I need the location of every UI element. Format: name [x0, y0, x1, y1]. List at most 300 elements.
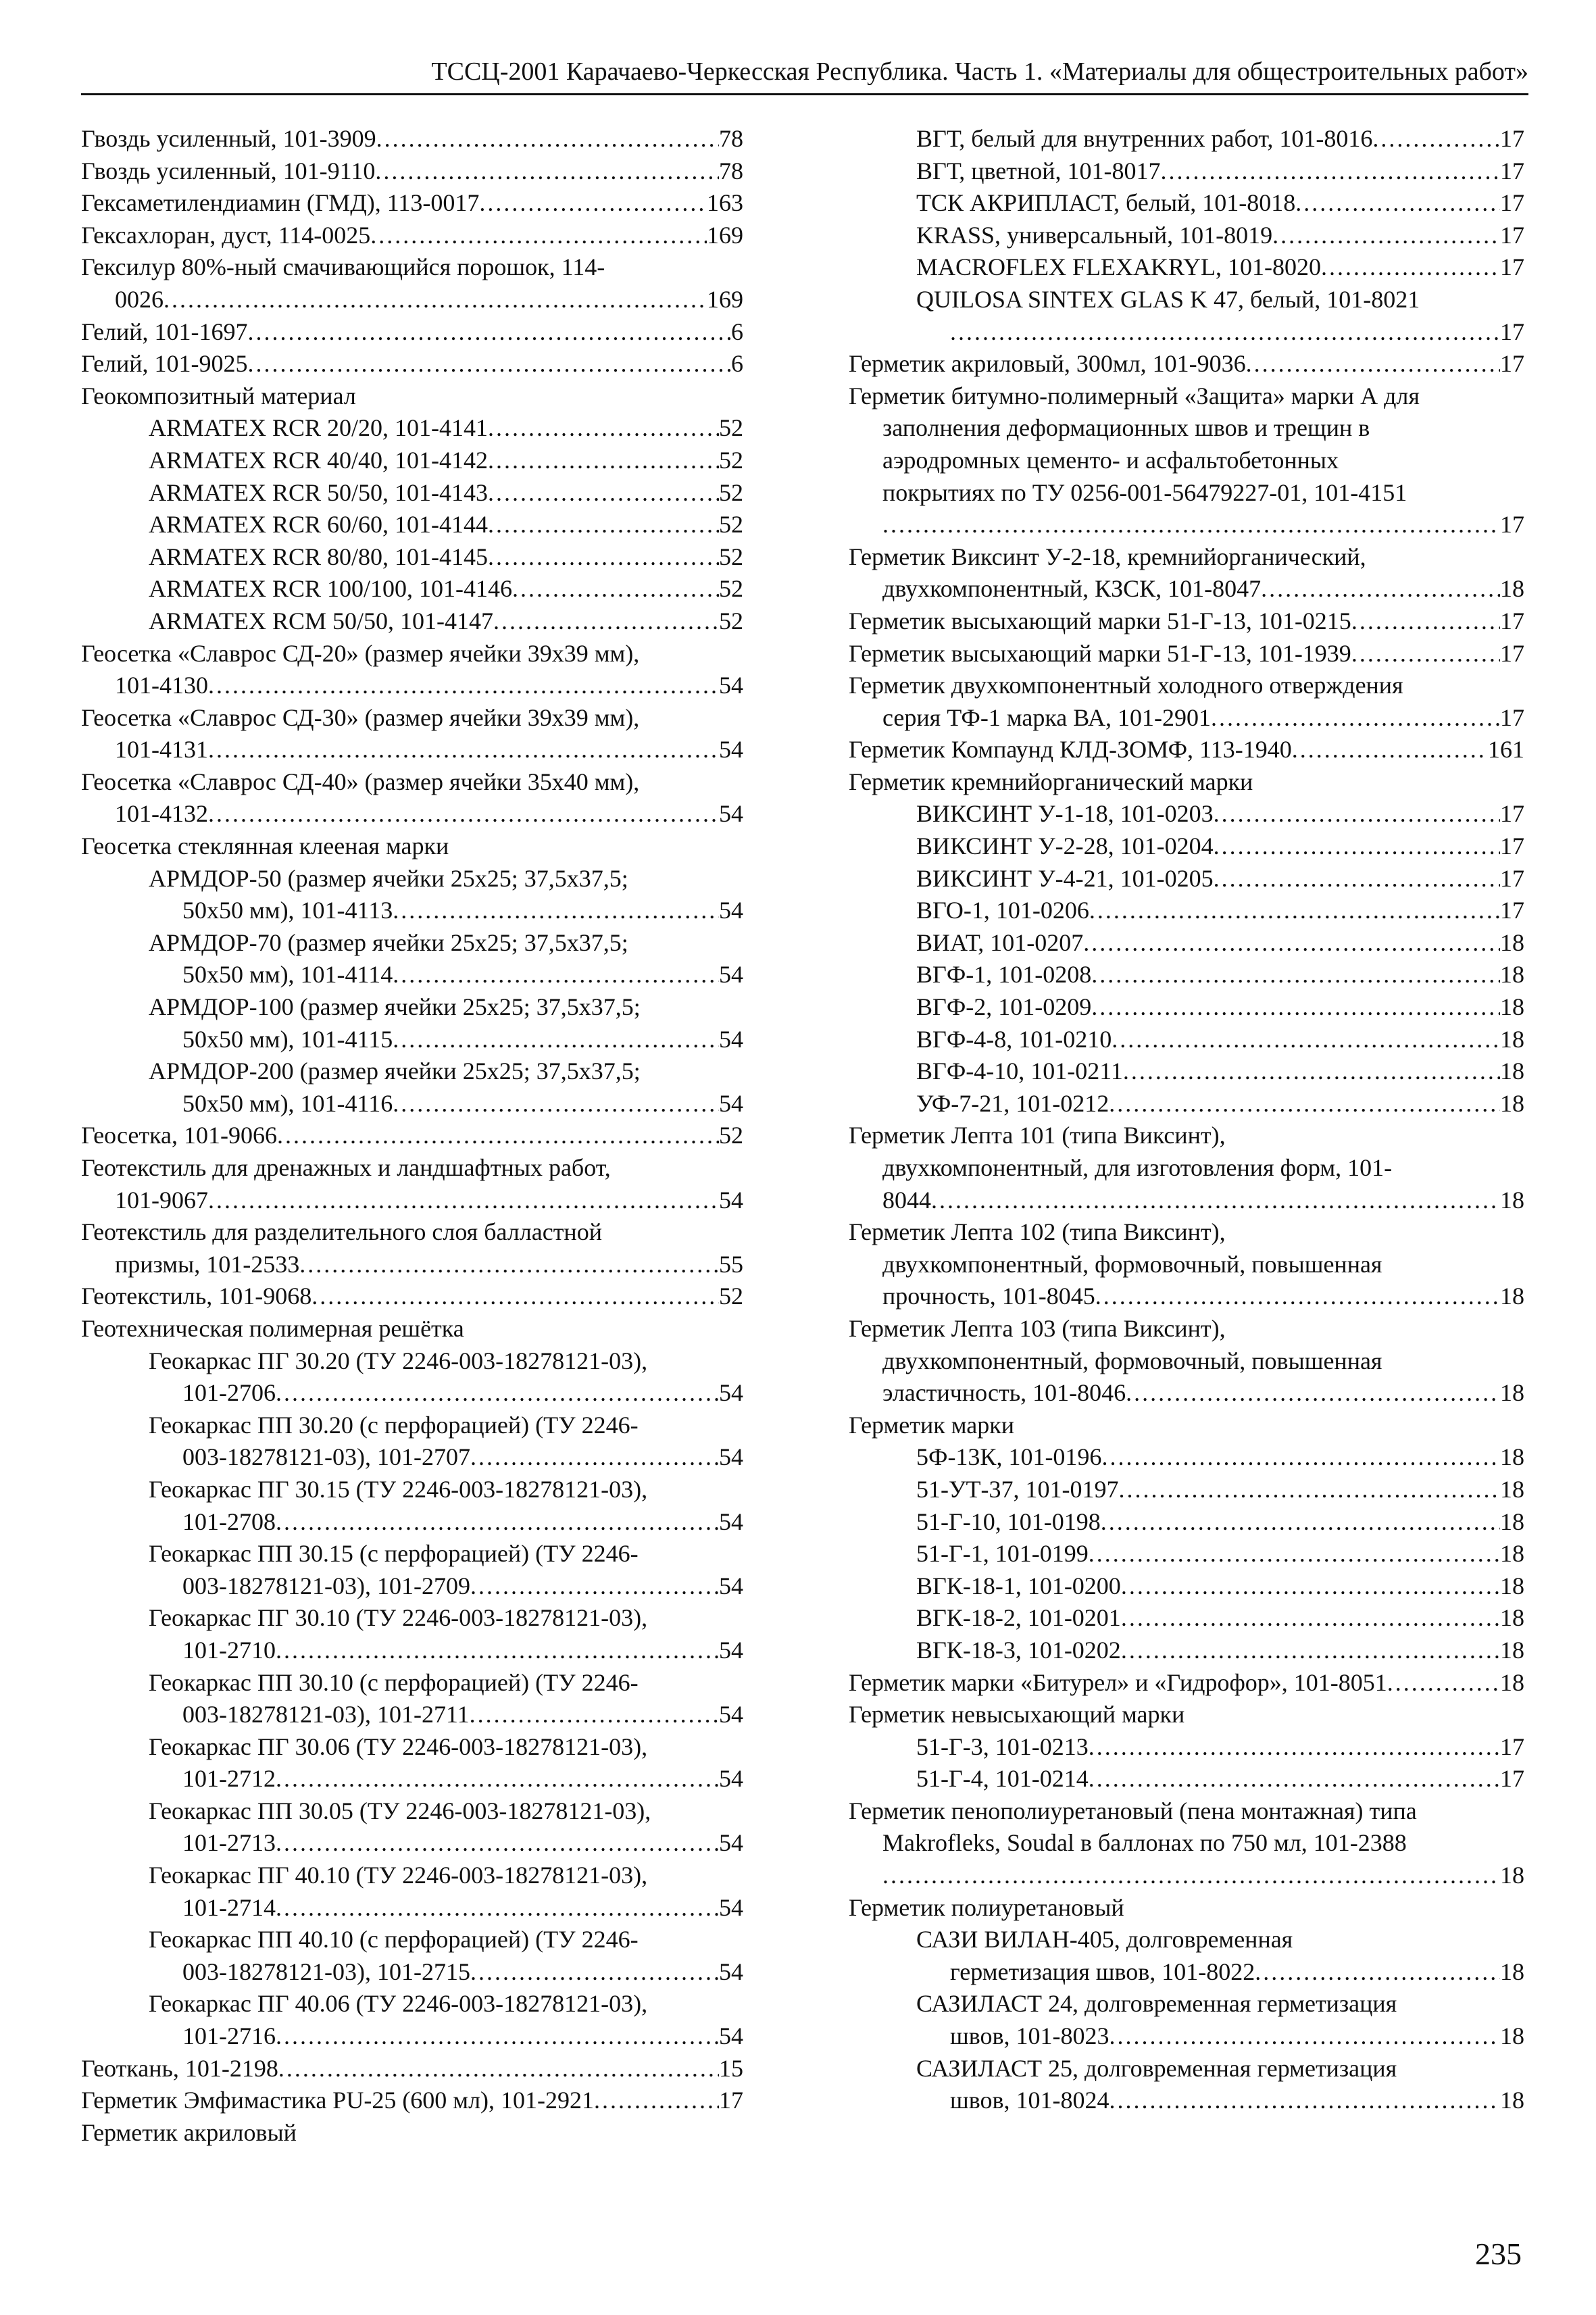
index-entry [81, 316, 743, 349]
entry-row [81, 2085, 743, 2117]
entry-text: Геосетка «Славрос СД-30» (размер ячейки 39х39 мм), [81, 703, 640, 731]
entry-text: двухкомпонентный, формовочный, повышенная [882, 1347, 1382, 1374]
entry-page-ref: 17 [1500, 800, 1524, 828]
entry-row [849, 1055, 1524, 1088]
entry-page-ref: 18 [1500, 928, 1524, 956]
index-entry [849, 1570, 1524, 1603]
entry-page-ref: 18 [1500, 2087, 1524, 2114]
dot-leader [1121, 1635, 1500, 1667]
entry-text: ВГФ-1, 101-0208 [916, 961, 1092, 989]
index-entry [81, 220, 743, 252]
entry-page-ref: 17 [1500, 897, 1524, 924]
entry-page-ref: 55 [719, 1250, 743, 1278]
entry-text: 50х50 мм), 101-4115 [182, 1025, 393, 1053]
index-entry [81, 380, 743, 413]
entry-text: 101-2706 [182, 1379, 276, 1407]
entry-text: Герметик Компаунд КЛД-ЗОМФ, 113-1940 [849, 736, 1292, 764]
entry-page-ref: 17 [1500, 639, 1524, 667]
entry-text: САЗИ ВИЛАН-405, долговременная [916, 1926, 1293, 1953]
index-entry [81, 702, 743, 766]
entry-text: 101-2708 [182, 1508, 276, 1535]
entry-text: 101-4132 [115, 800, 208, 828]
entry-text: 51-УТ-37, 101-0197 [916, 1475, 1119, 1503]
entry-page-ref: 52 [719, 1122, 743, 1149]
entry-page-ref: 54 [719, 1636, 743, 1664]
entry-text: Геокаркас ПГ 40.06 (ТУ 2246-003-18278121-03), [149, 1990, 648, 2018]
entry-row [849, 830, 1524, 863]
entry-row [81, 220, 743, 252]
index-entry [81, 348, 743, 380]
entry-text: 51-Г-3, 101-0213 [916, 1733, 1089, 1760]
entry-text: Геоткань, 101-2198 [81, 2054, 278, 2082]
entry-page-ref: 17 [1500, 703, 1524, 731]
index-entry [849, 1602, 1524, 1635]
entry-page-ref: 17 [1500, 864, 1524, 892]
dot-leader [208, 1185, 719, 1217]
entry-row [81, 509, 743, 541]
entry-text: 101-2713 [182, 1829, 276, 1857]
entry-text: Геокаркас ПГ 30.10 (ТУ 2246-003-18278121-03), [149, 1604, 648, 1632]
entry-page-ref: 163 [707, 189, 743, 217]
dot-leader [1292, 734, 1488, 766]
entry-page-ref: 18 [1500, 1057, 1524, 1085]
entry-row [81, 1377, 743, 1410]
entry-row [849, 348, 1524, 380]
entry-row [849, 1024, 1524, 1056]
entry-page-ref: 6 [731, 350, 743, 378]
index-entry [81, 1667, 743, 1731]
index-entry [849, 1088, 1524, 1120]
entry-text: Герметик высыхающий марки 51-Г-13, 101-0215 [849, 607, 1351, 634]
dot-leader [393, 895, 719, 927]
index-entry [81, 187, 743, 220]
entry-page-ref: 54 [719, 1379, 743, 1407]
index-entry [849, 605, 1524, 638]
index-entry [849, 1731, 1524, 1764]
dot-leader [470, 1956, 719, 1989]
entry-page-ref: 54 [719, 1186, 743, 1214]
entry-row [849, 863, 1524, 895]
entry-row [81, 123, 743, 155]
index-entry [849, 1699, 1524, 1731]
entry-page-ref: 52 [719, 446, 743, 474]
entry-text: Герметик пенополиуретановый (пена монтажная) типа [849, 1797, 1417, 1824]
dot-leader [370, 220, 707, 252]
entry-page-ref: 6 [731, 318, 743, 345]
entry-text: 003-18278121-03), 101-2707 [182, 1443, 470, 1471]
dot-leader [1255, 1956, 1500, 1989]
entry-row [849, 1731, 1524, 1764]
entry-page-ref: 18 [1500, 1089, 1524, 1117]
index-entry [849, 1795, 1524, 1892]
entry-row [849, 1377, 1524, 1410]
dot-leader [1214, 798, 1500, 830]
dot-leader [1091, 991, 1500, 1024]
index-entry [81, 1410, 743, 1474]
dot-leader [1091, 959, 1500, 991]
entry-text: ARMATEX RCR 20/20, 101-4141 [149, 414, 489, 442]
entry-text: Makrofleks, Soudal в баллонах по 750 мл, 101-2388 [882, 1829, 1407, 1857]
entry-page-ref: 17 [1500, 318, 1524, 345]
entry-row [81, 316, 743, 349]
entry-text: 003-18278121-03), 101-2715 [182, 1958, 470, 1985]
entry-text: Геосетка, 101-9066 [81, 1122, 277, 1149]
index-entry [849, 541, 1524, 605]
entry-row [81, 1699, 743, 1731]
entry-text: Геокаркас ПП 30.10 (с перфорацией) (ТУ 2246- [149, 1668, 639, 1696]
dot-leader [1161, 155, 1501, 188]
index-entry [849, 155, 1524, 188]
dot-leader [488, 445, 719, 477]
entry-text: 101-2714 [182, 1893, 276, 1921]
entry-text: ВГФ-2, 101-0209 [916, 993, 1092, 1021]
entry-row [849, 251, 1524, 284]
index-entry [849, 1441, 1524, 1474]
dot-leader [950, 316, 1500, 349]
entry-page-ref: 54 [719, 736, 743, 764]
entry-text: САЗИЛАСТ 24, долговременная герметизация [916, 1990, 1397, 2018]
entry-page-ref: 54 [719, 2022, 743, 2050]
entry-page-ref: 169 [707, 221, 743, 249]
dot-leader [1214, 830, 1500, 863]
entry-text: Герметик кремнийорганический марки [849, 768, 1253, 795]
dot-leader [488, 412, 719, 445]
entry-text: ВГО-1, 101-0206 [916, 897, 1089, 924]
index-entry [849, 187, 1524, 220]
entry-page-ref: 18 [1500, 1508, 1524, 1535]
entry-text: Геокомпозитный материал [81, 382, 356, 409]
entry-text: Геотекстиль, 101-9068 [81, 1283, 312, 1310]
entry-row [81, 2020, 743, 2053]
entry-text: Геосетка «Славрос СД-20» (размер ячейки 39х39 мм), [81, 639, 640, 667]
entry-text: Геотекстиль для дренажных и ландшафтных работ, [81, 1154, 611, 1181]
index-entry [849, 1892, 1524, 1924]
entry-text: ARMATEX RCM 50/50, 101-4147 [149, 607, 494, 634]
entry-page-ref: 18 [1500, 1636, 1524, 1664]
index-entry [81, 412, 743, 445]
entry-text: Герметик Лепта 103 (типа Виксинт), [849, 1314, 1226, 1342]
entry-text: Гексаметилендиамин (ГМД), 113-0017 [81, 189, 480, 217]
entry-page-ref: 18 [1500, 1443, 1524, 1471]
dot-leader [488, 541, 719, 574]
entry-row [81, 1635, 743, 1667]
entry-page-ref: 54 [719, 1508, 743, 1535]
entry-row [849, 1441, 1524, 1474]
dot-leader [470, 1570, 719, 1603]
dot-leader [208, 798, 719, 830]
entry-text: 101-4131 [115, 736, 208, 764]
entry-row [849, 1956, 1524, 1989]
dot-leader [278, 2053, 719, 2085]
entry-text: ВГК-18-3, 101-0202 [916, 1636, 1121, 1664]
dot-leader [1089, 1731, 1500, 1764]
entry-text: АРМДОР-70 (размер ячейки 25х25; 37,5х37,5; [149, 928, 628, 956]
index-entry [81, 2085, 743, 2117]
index-entry [81, 1602, 743, 1666]
dot-leader [1214, 863, 1500, 895]
entry-row [849, 798, 1524, 830]
dot-leader [276, 2020, 719, 2053]
entry-text: Герметик Лепта 102 (типа Виксинт), [849, 1218, 1226, 1246]
dot-leader [512, 573, 719, 605]
entry-page-ref: 78 [719, 157, 743, 184]
entry-row [81, 445, 743, 477]
dot-leader [1123, 1055, 1500, 1088]
entry-row [81, 605, 743, 638]
entry-row [81, 1827, 743, 1860]
entry-page-ref: 18 [1500, 1025, 1524, 1053]
entry-text: 101-2710 [182, 1636, 276, 1664]
dot-leader [393, 1024, 719, 1056]
entry-text: Герметик невысыхающий марки [849, 1701, 1185, 1728]
entry-page-ref: 54 [719, 672, 743, 699]
index-entry [81, 541, 743, 574]
entry-page-ref: 17 [1500, 511, 1524, 539]
entry-page-ref: 17 [719, 2087, 743, 2114]
entry-row [81, 1956, 743, 1989]
entry-text: 0026 [115, 285, 164, 313]
index-entry [849, 1055, 1524, 1088]
index-entry [849, 1538, 1524, 1570]
entry-row [81, 959, 743, 991]
index-entry [849, 2053, 1524, 2117]
entry-text: АРМДОР-200 (размер ячейки 25х25; 37,5х37,5; [149, 1057, 641, 1085]
entry-text: ВИКСИНТ У-4-21, 101-0205 [916, 864, 1214, 892]
entry-text: Геокаркас ПП 30.15 (с перфорацией) (ТУ 2246- [149, 1540, 639, 1568]
entry-text: Геокаркас ПГ 30.20 (ТУ 2246-003-18278121-03), [149, 1347, 648, 1374]
entry-page-ref: 18 [1500, 993, 1524, 1021]
entry-row [849, 316, 1524, 349]
entry-text: ВИАТ, 101-0207 [916, 928, 1084, 956]
entry-page-ref: 17 [1500, 1733, 1524, 1760]
index-entry [849, 734, 1524, 766]
index-entry [81, 991, 743, 1055]
dot-leader [1089, 895, 1500, 927]
index-entry [849, 766, 1524, 799]
dot-leader [276, 1635, 719, 1667]
entry-text: Герметик акриловый [81, 2118, 297, 2146]
entry-row [849, 1474, 1524, 1506]
entry-text: швов, 101-8024 [950, 2087, 1109, 2114]
entry-page-ref: 54 [719, 1089, 743, 1117]
entry-row [849, 895, 1524, 927]
entry-text: Гелий, 101-1697 [81, 318, 248, 345]
index-entry [849, 670, 1524, 734]
dot-leader [276, 1377, 719, 1410]
dot-leader [1121, 1602, 1500, 1635]
entry-page-ref: 18 [1500, 1540, 1524, 1568]
dot-leader [1109, 2020, 1500, 2053]
entry-row [849, 220, 1524, 252]
index-entry [849, 380, 1524, 541]
entry-text: ARMATEX RCR 80/80, 101-4145 [149, 543, 489, 570]
index-entry [81, 1280, 743, 1313]
entry-text: Гвоздь усиленный, 101-3909 [81, 125, 376, 152]
index-entry [81, 863, 743, 927]
index-entry [81, 638, 743, 702]
entry-text: 101-2716 [182, 2022, 276, 2050]
entry-text: Герметик битумно-полимерный «Защита» марки А для [849, 382, 1420, 409]
entry-text: ARMATEX RCR 40/40, 101-4142 [149, 446, 489, 474]
entry-text: двухкомпонентный, для изготовления форм, 101- [882, 1154, 1393, 1181]
entry-text: Герметик Эмфимастика PU-25 (600 мл), 101-2921 [81, 2087, 595, 2114]
entry-page-ref: 54 [719, 800, 743, 828]
dot-leader [1101, 1506, 1500, 1539]
entry-text: Геокаркас ПП 30.05 (ТУ 2246-003-18278121-03), [149, 1797, 651, 1824]
entry-text: Гвоздь усиленный, 101-9110 [81, 157, 376, 184]
entry-row [81, 1024, 743, 1056]
entry-row [849, 1763, 1524, 1795]
entry-row [849, 927, 1524, 960]
dot-leader [276, 1763, 719, 1795]
entry-text: 51-Г-1, 101-0199 [916, 1540, 1089, 1568]
entry-row [81, 670, 743, 702]
dot-leader [248, 316, 731, 349]
index-entry [849, 1667, 1524, 1699]
entry-text: 51-Г-10, 101-0198 [916, 1508, 1101, 1535]
index-entry [849, 1216, 1524, 1313]
index-entry [849, 1924, 1524, 1988]
entry-row [849, 2085, 1524, 2117]
entry-page-ref: 17 [1500, 189, 1524, 217]
dot-leader [882, 1860, 1500, 1892]
entry-text: АРМДОР-50 (размер ячейки 25х25; 37,5х37,5; [149, 864, 628, 892]
entry-row [81, 895, 743, 927]
entry-text: САЗИЛАСТ 25, долговременная герметизация [916, 2054, 1397, 2082]
entry-page-ref: 18 [1500, 1958, 1524, 1985]
dot-leader [1109, 1088, 1500, 1120]
dot-leader [1246, 348, 1500, 380]
index-entry [81, 1988, 743, 2052]
index-entry [81, 477, 743, 509]
index-entry [81, 123, 743, 155]
index-entry [81, 2053, 743, 2085]
entry-row [81, 412, 743, 445]
index-entry [849, 991, 1524, 1024]
entry-page-ref: 17 [1500, 350, 1524, 378]
entry-text: Гелий, 101-9025 [81, 350, 248, 378]
entry-page-ref: 52 [719, 478, 743, 506]
entry-text: Гексахлоран, дуст, 114-0025 [81, 221, 371, 249]
entry-page-ref: 169 [707, 285, 743, 313]
entry-text: ВГК-18-2, 101-0201 [916, 1604, 1121, 1632]
entry-text: Герметик полиуретановый [849, 1893, 1124, 1921]
dot-leader [1126, 1377, 1500, 1410]
index-entry [81, 509, 743, 541]
index-entry [849, 1506, 1524, 1539]
dot-leader [470, 1699, 719, 1731]
entry-text: ARMATEX RCR 100/100, 101-4146 [149, 575, 513, 603]
dot-leader [376, 123, 719, 155]
index-entry [849, 284, 1524, 348]
index-entry [81, 1795, 743, 1860]
entry-text: ВИКСИНТ У-1-18, 101-0203 [916, 800, 1214, 828]
entry-text: Геокаркас ПГ 30.15 (ТУ 2246-003-18278121-03), [149, 1475, 648, 1503]
entry-text: 101-9067 [115, 1186, 208, 1214]
entry-row [849, 187, 1524, 220]
dot-leader [276, 1892, 719, 1924]
index-entry [849, 220, 1524, 252]
entry-row [81, 734, 743, 766]
entry-page-ref: 17 [1500, 832, 1524, 860]
entry-row [81, 541, 743, 574]
dot-leader [882, 509, 1500, 541]
entry-page-ref: 78 [719, 125, 743, 152]
dot-leader [208, 670, 719, 702]
dot-leader [470, 1441, 719, 1474]
entry-text: швов, 101-8023 [950, 2022, 1109, 2050]
dot-leader [1372, 123, 1500, 155]
index-entry [81, 1313, 743, 1345]
entry-page-ref: 54 [719, 1893, 743, 1921]
entry-page-ref: 17 [1500, 221, 1524, 249]
entry-text: двухкомпонентный, формовочный, повышенная [882, 1250, 1382, 1278]
index-entry [81, 155, 743, 188]
entry-text: аэродромных цементо- и асфальтобетонных [882, 446, 1339, 474]
entry-page-ref: 52 [719, 1283, 743, 1310]
index-entry [81, 1216, 743, 1280]
entry-row [81, 1441, 743, 1474]
entry-row [849, 1538, 1524, 1570]
entry-row [81, 187, 743, 220]
entry-page-ref: 18 [1500, 1862, 1524, 1889]
entry-row [81, 284, 743, 316]
index-entry [849, 959, 1524, 991]
entry-page-ref: 54 [719, 1572, 743, 1599]
entry-text: ВИКСИНТ У-2-28, 101-0204 [916, 832, 1214, 860]
entry-text: Герметик марки [849, 1411, 1015, 1439]
dot-leader [1112, 1024, 1500, 1056]
entry-page-ref: 18 [1500, 961, 1524, 989]
entry-row [849, 1602, 1524, 1635]
entry-page-ref: 17 [1500, 157, 1524, 184]
dot-leader [1101, 1441, 1500, 1474]
entry-text: прочность, 101-8045 [882, 1283, 1095, 1310]
entry-text: Герметик Виксинт У-2-18, кремнийорганический, [849, 543, 1366, 570]
entry-page-ref: 54 [719, 1765, 743, 1793]
entry-page-ref: 17 [1500, 253, 1524, 281]
entry-row [81, 155, 743, 188]
entry-page-ref: 18 [1500, 575, 1524, 603]
dot-leader [493, 605, 719, 638]
index-entry [81, 1538, 743, 1602]
entry-text: эластичность, 101-8046 [882, 1379, 1126, 1407]
entry-text: 50х50 мм), 101-4113 [182, 897, 393, 924]
entry-page-ref: 52 [719, 607, 743, 634]
entry-text: Герметик двухкомпонентный холодного отверждения [849, 672, 1403, 699]
dot-leader [1387, 1667, 1500, 1699]
entry-text: Герметик высыхающий марки 51-Г-13, 101-1939 [849, 639, 1351, 667]
index-entry [81, 2117, 743, 2149]
entry-row [81, 348, 743, 380]
dot-leader [1261, 573, 1500, 605]
entry-row [849, 1185, 1524, 1217]
entry-text: QUILOSA SINTEX GLAS K 47, белый, 101-8021 [916, 285, 1420, 313]
entry-page-ref: 54 [719, 1829, 743, 1857]
entry-text: 51-Г-4, 101-0214 [916, 1765, 1089, 1793]
dot-leader [479, 187, 707, 220]
entry-page-ref: 17 [1500, 1765, 1524, 1793]
entry-text: Геокаркас ПП 40.10 (с перфорацией) (ТУ 2246- [149, 1926, 639, 1953]
entry-text: MACROFLEX FLEXAKRYL, 101-8020 [916, 253, 1322, 281]
entry-row [849, 1280, 1524, 1313]
entry-page-ref: 54 [719, 1443, 743, 1471]
entry-text: ARMATEX RCR 60/60, 101-4144 [149, 511, 489, 539]
entry-page-ref: 15 [719, 2054, 743, 2082]
dot-leader [1272, 220, 1500, 252]
dot-leader [393, 959, 719, 991]
entry-text: герметизация швов, 101-8022 [950, 1958, 1255, 1985]
